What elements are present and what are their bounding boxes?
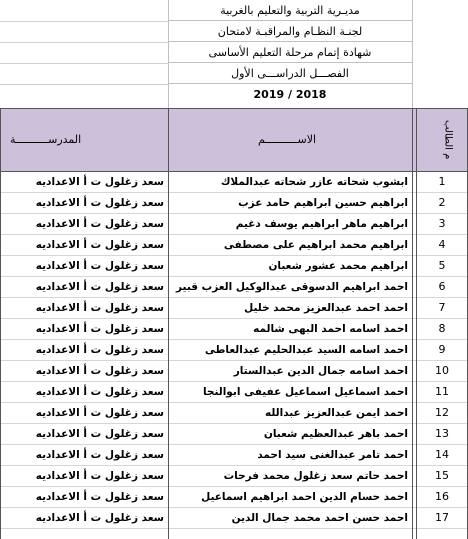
school-cell: سعد زغلول ت أ الاعداديه [35, 323, 164, 335]
school-cell: سعد زغلول ت أ الاعداديه [35, 512, 164, 524]
header-gridline [0, 84, 168, 85]
row-number-cell: 9 [438, 343, 446, 356]
table-row [0, 193, 468, 214]
school-cell: سعد زغلول ت أ الاعداديه [35, 449, 164, 461]
row-number-cell: 12 [435, 406, 449, 419]
row-number-cell: 15 [435, 469, 449, 482]
student-name-cell: احمد اسامه السيد عبدالحليم عبدالعاطى [204, 344, 408, 356]
header-gridline [0, 63, 168, 64]
table-row [0, 382, 468, 403]
row-number-cell: 11 [435, 385, 449, 398]
table-row [0, 445, 468, 466]
school-cell: سعد زغلول ت أ الاعداديه [35, 218, 164, 230]
table-border-left [0, 108, 1, 539]
school-cell: سعد زغلول ت أ الاعداديه [35, 386, 164, 398]
table-row [0, 487, 468, 508]
academic-year: 2019 / 2018 [253, 88, 327, 101]
school-column-header: المدرســــــــــة [10, 133, 82, 146]
student-name-cell: احمد ابراهيم الدسوقى عبدالوكيل العزب قبير [176, 281, 408, 293]
header-right-border [412, 0, 413, 108]
table-row [0, 256, 468, 277]
school-cell: سعد زغلول ت أ الاعداديه [35, 239, 164, 251]
student-name-cell: احمد حاتم سعد زغلول محمد فرحات [223, 470, 408, 482]
school-cell: سعد زغلول ت أ الاعداديه [35, 428, 164, 440]
column-separator [416, 108, 417, 539]
row-number-cell: 14 [435, 448, 449, 461]
student-name-cell: احمد حسام الدين احمد ابراهيم اسماعيل [201, 491, 408, 503]
school-cell: سعد زغلول ت أ الاعداديه [35, 281, 164, 293]
name-column-header: الاســــــــــم [258, 133, 317, 146]
row-number-cell: 8 [438, 322, 446, 335]
row-number-cell: 6 [438, 280, 446, 293]
row-number-cell: 4 [438, 238, 446, 251]
student-name-cell: ابشوب شحاته عازر شحاته عبدالملاك [220, 176, 408, 188]
school-cell: سعد زغلول ت أ الاعداديه [35, 407, 164, 419]
table-row [0, 298, 468, 319]
school-cell: سعد زغلول ت أ الاعداديه [35, 197, 164, 209]
school-cell: سعد زغلول ت أ الاعداديه [35, 302, 164, 314]
table-row [0, 235, 468, 256]
row-number-cell: 1 [438, 175, 446, 188]
row-number-cell: 7 [438, 301, 446, 314]
row-number-cell: 13 [435, 427, 449, 440]
column-separator [168, 108, 169, 539]
row-number-cell: 2 [438, 196, 446, 209]
header-gridline [0, 42, 168, 43]
row-number-cell: 17 [435, 511, 449, 524]
table-header-row [0, 108, 468, 172]
table-row [0, 172, 468, 193]
student-name-cell: احمد اسامه جمال الدين عبدالستار [233, 365, 408, 377]
table-row [0, 277, 468, 298]
certificate-title: شهادة إتمام مرحلة التعليم الأساسى [168, 42, 412, 63]
table-row [0, 424, 468, 445]
table-row [0, 319, 468, 340]
directorate-title: مديـرية التربية والتعليم بالغربية [168, 0, 412, 21]
school-cell: سعد زغلول ت أ الاعداديه [35, 344, 164, 356]
student-name-cell: احمد حسن احمد محمد جمال الدين [231, 512, 408, 524]
row-number-cell: 5 [438, 259, 446, 272]
school-cell: سعد زغلول ت أ الاعداديه [35, 260, 164, 272]
student-name-cell: احمد باهر عبدالعظيم شعبان [263, 428, 408, 440]
student-name-cell: احمد اسامه احمد البهى شالمه [253, 323, 408, 335]
student-name-cell: ابراهيم حسين ابراهيم حامد عزب [238, 197, 408, 209]
semester-title: الفصـــل الدراســـى الأول [168, 63, 412, 84]
student-name-cell: احمد تامر عبدالغنى سيد احمد [257, 449, 408, 461]
row-number-cell: 10 [435, 364, 449, 377]
student-name-cell: احمد ايمن عبدالعزيز عبدالله [265, 407, 408, 419]
row-number-cell: 3 [438, 217, 446, 230]
header-gridline [0, 21, 168, 22]
number-column-header: م الطالب [442, 120, 454, 160]
school-cell: سعد زغلول ت أ الاعداديه [35, 491, 164, 503]
school-cell: سعد زغلول ت أ الاعداديه [35, 365, 164, 377]
table-row [0, 361, 468, 382]
student-name-cell: ابراهيم محمد ابراهيم على مصطفى [223, 239, 408, 251]
student-name-cell: ابراهيم محمد عشور شعبان [268, 260, 408, 272]
table-row [0, 403, 468, 424]
student-name-cell: احمد اسماعيل اسماعيل عفيفى ابوالنجا [202, 386, 408, 398]
column-separator [412, 108, 413, 539]
committee-title: لجنـة النظـام والمراقبـة لامتحان [168, 21, 412, 42]
student-name-cell: ابراهيم ماهر ابراهيم يوسف دغيم [235, 218, 408, 230]
student-name-cell: احمد احمد عبدالعزيز محمد خليل [244, 302, 408, 314]
school-cell: سعد زغلول ت أ الاعداديه [35, 176, 164, 188]
row-number-cell: 16 [435, 490, 449, 503]
school-cell: سعد زغلول ت أ الاعداديه [35, 470, 164, 482]
table-row [0, 340, 468, 361]
table-row [0, 508, 468, 529]
table-row [0, 214, 468, 235]
table-row [0, 466, 468, 487]
